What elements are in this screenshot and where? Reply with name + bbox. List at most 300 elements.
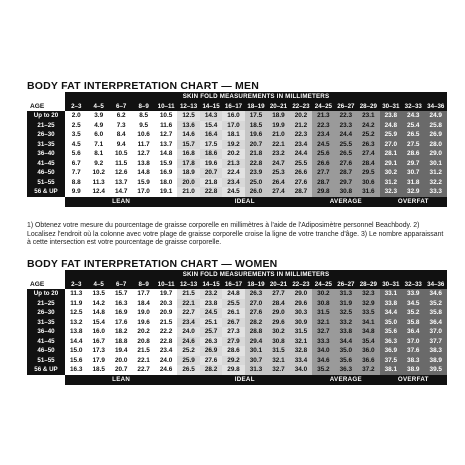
men-column-header: 20–21 — [267, 102, 289, 112]
men-value-cell: 6.7 — [65, 159, 87, 169]
men-value-cell: 19.2 — [222, 140, 244, 150]
women-value-cell: 20.3 — [155, 299, 177, 309]
women-column-header: 32–33 — [402, 280, 424, 290]
women-value-cell: 36.3 — [335, 365, 357, 375]
women-column-header: 22–23 — [290, 280, 312, 290]
women-zone-average: AVERAGE — [312, 375, 379, 385]
men-value-cell: 13.6 — [177, 121, 199, 131]
women-value-cell: 26.7 — [222, 318, 244, 328]
women-value-cell: 22.8 — [155, 337, 177, 347]
women-value-cell: 36.3 — [380, 337, 402, 347]
men-age-label: 26–30 — [27, 130, 65, 140]
women-value-cell: 31.5 — [312, 308, 334, 318]
women-value-cell: 19.0 — [132, 308, 154, 318]
men-value-cell: 22.8 — [200, 187, 222, 197]
women-column-header: 18–19 — [245, 280, 267, 290]
women-value-cell: 24.8 — [222, 289, 244, 299]
table-row — [27, 308, 447, 318]
men-value-cell: 5.6 — [65, 149, 87, 159]
women-value-cell: 18.4 — [132, 299, 154, 309]
men-value-cell: 24.2 — [357, 121, 379, 131]
men-value-cell: 14.6 — [177, 130, 199, 140]
men-value-cell: 9.5 — [132, 121, 154, 131]
men-value-cell: 25.3 — [267, 168, 289, 178]
women-value-cell: 32.9 — [357, 299, 379, 309]
women-value-cell: 31.9 — [335, 299, 357, 309]
instructions-note: 1) Obtenez votre mesure du pourcentage de graisse corporelle en millimètres à l'aide de l'Adiposimètre personnel Beachbody. 2) Localisez l'endroit où la colonne avec votre plage de graisse corporelle croise la ligne de votre tranche d'âge. 3) Le nombre apparaissant à cette intersection est votre pourcentage de graisse corporelle. — [27, 222, 444, 247]
men-value-cell: 16.0 — [222, 111, 244, 121]
men-value-cell: 26.3 — [357, 140, 379, 150]
men-value-cell: 18.9 — [177, 168, 199, 178]
women-value-cell: 37.0 — [402, 337, 424, 347]
men-value-cell: 23.8 — [380, 111, 402, 121]
women-value-cell: 17.9 — [87, 356, 109, 366]
women-value-cell: 23.4 — [177, 318, 199, 328]
men-value-cell: 12.4 — [87, 187, 109, 197]
table-row — [27, 356, 447, 366]
men-zone-average: AVERAGE — [312, 197, 379, 207]
women-value-cell: 17.3 — [87, 346, 109, 356]
women-value-cell: 15.0 — [65, 346, 87, 356]
women-value-cell: 11.3 — [65, 289, 87, 299]
men-age-label: 51–55 — [27, 178, 65, 188]
women-value-cell: 26.3 — [200, 337, 222, 347]
women-zone-row — [27, 375, 447, 385]
men-value-cell: 14.7 — [110, 187, 132, 197]
women-value-cell: 17.6 — [110, 318, 132, 328]
women-value-cell: 35.8 — [425, 308, 448, 318]
women-chart — [27, 258, 447, 385]
men-value-cell: 25.5 — [335, 140, 357, 150]
men-value-cell: 30.2 — [380, 168, 402, 178]
women-value-cell: 26.5 — [177, 365, 199, 375]
women-value-cell: 34.4 — [380, 308, 402, 318]
women-value-cell: 16.0 — [87, 327, 109, 337]
women-value-cell: 35.6 — [335, 356, 357, 366]
women-column-header: 26–27 — [335, 280, 357, 290]
men-value-cell: 29.0 — [425, 149, 448, 159]
men-value-cell: 31.2 — [425, 168, 448, 178]
men-value-cell: 8.4 — [110, 130, 132, 140]
men-value-cell: 23.3 — [335, 121, 357, 131]
men-value-cell: 11.5 — [110, 159, 132, 169]
women-value-cell: 16.3 — [110, 299, 132, 309]
women-blank-corner — [27, 270, 65, 280]
women-value-cell: 16.9 — [110, 308, 132, 318]
women-value-cell: 34.5 — [402, 299, 424, 309]
men-value-cell: 26.9 — [425, 130, 448, 140]
women-value-cell: 29.6 — [290, 299, 312, 309]
women-age-label: 21–25 — [27, 299, 65, 309]
men-value-cell: 12.7 — [155, 130, 177, 140]
women-body — [27, 289, 447, 375]
men-chart — [27, 80, 447, 207]
table-row — [27, 121, 447, 131]
women-value-cell: 35.0 — [335, 346, 357, 356]
men-value-cell: 31.8 — [402, 178, 424, 188]
men-value-cell: 29.5 — [357, 168, 379, 178]
men-value-cell: 19.6 — [200, 159, 222, 169]
women-value-cell: 22.2 — [155, 327, 177, 337]
women-value-cell: 33.8 — [335, 327, 357, 337]
men-value-cell: 14.8 — [132, 168, 154, 178]
women-value-cell: 14.4 — [65, 337, 87, 347]
women-value-cell: 25.5 — [222, 299, 244, 309]
men-value-cell: 30.1 — [425, 159, 448, 169]
men-value-cell: 14.8 — [155, 149, 177, 159]
men-value-cell: 32.3 — [380, 187, 402, 197]
men-value-cell: 8.8 — [65, 178, 87, 188]
table-row — [27, 178, 447, 188]
women-value-cell: 30.3 — [290, 308, 312, 318]
men-value-cell: 27.5 — [402, 140, 424, 150]
men-value-cell: 24.7 — [267, 159, 289, 169]
men-value-cell: 11.7 — [132, 140, 154, 150]
women-value-cell: 29.8 — [222, 365, 244, 375]
men-chart-title: BODY FAT INTERPRETATION CHART — MEN — [27, 80, 259, 92]
table-row — [27, 149, 447, 159]
men-value-cell: 9.4 — [110, 140, 132, 150]
men-value-cell: 10.2 — [87, 168, 109, 178]
men-value-cell: 24.4 — [290, 149, 312, 159]
men-value-cell: 27.6 — [290, 178, 312, 188]
women-value-cell: 29.6 — [267, 318, 289, 328]
women-table — [27, 270, 447, 385]
women-column-header: 16–17 — [222, 280, 244, 290]
men-column-header: 8–9 — [132, 102, 154, 112]
women-value-cell: 21.5 — [177, 289, 199, 299]
women-value-cell: 33.2 — [335, 318, 357, 328]
men-age-label: 31–35 — [27, 140, 65, 150]
table-row — [27, 159, 447, 169]
men-value-cell: 3.5 — [65, 130, 87, 140]
women-zone-lean: LEAN — [65, 375, 177, 385]
women-value-cell: 33.9 — [402, 289, 424, 299]
women-value-cell: 21.5 — [155, 318, 177, 328]
men-column-header: 26–27 — [335, 102, 357, 112]
men-value-cell: 28.6 — [402, 149, 424, 159]
table-row — [27, 365, 447, 375]
women-column-header: 34–36 — [425, 280, 448, 290]
women-value-cell: 33.1 — [380, 289, 402, 299]
men-age-label: 36–40 — [27, 149, 65, 159]
women-value-cell: 33.4 — [290, 356, 312, 366]
men-value-cell: 31.6 — [357, 187, 379, 197]
men-value-cell: 30.6 — [357, 178, 379, 188]
women-value-cell: 24.0 — [177, 327, 199, 337]
women-value-cell: 29.0 — [267, 308, 289, 318]
men-value-cell: 19.1 — [155, 187, 177, 197]
women-value-cell: 32.5 — [335, 308, 357, 318]
men-value-cell: 23.1 — [357, 111, 379, 121]
men-value-cell: 16.8 — [177, 149, 199, 159]
men-column-header: 22–23 — [290, 102, 312, 112]
women-value-cell: 19.6 — [132, 318, 154, 328]
men-value-cell: 22.3 — [312, 121, 334, 131]
women-value-cell: 30.9 — [290, 318, 312, 328]
men-value-cell: 30.8 — [335, 187, 357, 197]
men-value-cell: 17.0 — [132, 187, 154, 197]
men-value-cell: 32.2 — [425, 178, 448, 188]
women-value-cell: 35.4 — [357, 337, 379, 347]
men-value-cell: 22.3 — [290, 130, 312, 140]
women-age-header: AGE — [27, 280, 65, 290]
women-value-cell: 36.9 — [380, 346, 402, 356]
women-value-cell: 30.8 — [312, 299, 334, 309]
men-value-cell: 16.9 — [155, 168, 177, 178]
men-value-cell: 29.7 — [335, 178, 357, 188]
men-value-cell: 27.4 — [357, 149, 379, 159]
men-age-label: 21–25 — [27, 121, 65, 131]
women-column-header: 2–3 — [65, 280, 87, 290]
women-value-cell: 11.9 — [65, 299, 87, 309]
men-value-cell: 17.5 — [245, 111, 267, 121]
women-value-cell: 38.9 — [425, 356, 448, 366]
women-value-cell: 34.1 — [357, 318, 379, 328]
table-row — [27, 327, 447, 337]
women-age-label: 46–50 — [27, 346, 65, 356]
women-value-cell: 34.0 — [290, 365, 312, 375]
women-value-cell: 36.4 — [402, 327, 424, 337]
women-value-cell: 38.1 — [380, 365, 402, 375]
women-value-cell: 25.9 — [177, 356, 199, 366]
women-value-cell: 37.2 — [357, 365, 379, 375]
men-value-cell: 19.6 — [245, 130, 267, 140]
men-value-cell: 24.3 — [402, 111, 424, 121]
men-zone-ideal: IDEAL — [177, 197, 312, 207]
men-value-cell: 21.0 — [267, 130, 289, 140]
men-value-cell: 23.4 — [290, 140, 312, 150]
men-column-header: 32–33 — [402, 102, 424, 112]
women-value-cell: 15.7 — [110, 289, 132, 299]
women-value-cell: 35.0 — [380, 318, 402, 328]
men-value-cell: 18.0 — [155, 178, 177, 188]
men-column-header: 34–36 — [425, 102, 448, 112]
table-row — [27, 168, 447, 178]
men-value-cell: 24.8 — [380, 121, 402, 131]
women-value-cell: 13.5 — [87, 289, 109, 299]
women-value-cell: 30.7 — [245, 356, 267, 366]
women-value-cell: 32.7 — [312, 327, 334, 337]
table-row — [27, 140, 447, 150]
women-value-cell: 24.5 — [200, 308, 222, 318]
men-value-cell: 27.4 — [267, 187, 289, 197]
men-value-cell: 6.0 — [87, 130, 109, 140]
women-value-cell: 34.0 — [312, 346, 334, 356]
women-value-cell: 15.4 — [87, 318, 109, 328]
men-value-cell: 28.7 — [312, 178, 334, 188]
men-value-cell: 26.5 — [335, 149, 357, 159]
men-value-cell: 23.2 — [267, 149, 289, 159]
women-value-cell: 25.7 — [200, 327, 222, 337]
men-value-cell: 13.7 — [155, 140, 177, 150]
men-age-label: 46–50 — [27, 168, 65, 178]
men-value-cell: 18.6 — [200, 149, 222, 159]
men-zone-blank — [27, 197, 65, 207]
women-value-cell: 26.1 — [222, 308, 244, 318]
men-value-cell: 25.2 — [357, 130, 379, 140]
men-value-cell: 20.2 — [290, 111, 312, 121]
men-table — [27, 92, 447, 207]
men-value-cell: 26.5 — [402, 130, 424, 140]
women-column-header: 6–7 — [110, 280, 132, 290]
men-age-label: Up to 20 — [27, 111, 65, 121]
men-value-cell: 24.4 — [335, 130, 357, 140]
women-column-header: 24–25 — [312, 280, 334, 290]
women-value-cell: 34.8 — [357, 327, 379, 337]
women-value-cell: 24.0 — [155, 356, 177, 366]
men-value-cell: 28.7 — [290, 187, 312, 197]
men-value-cell: 18.9 — [267, 111, 289, 121]
women-column-header: 28–29 — [357, 280, 379, 290]
men-value-cell: 14.3 — [200, 111, 222, 121]
men-value-cell: 24.9 — [425, 111, 448, 121]
women-value-cell: 35.2 — [402, 308, 424, 318]
women-value-cell: 25.1 — [200, 318, 222, 328]
women-value-cell: 22.7 — [177, 308, 199, 318]
men-value-cell: 28.0 — [425, 140, 448, 150]
men-value-cell: 27.6 — [335, 159, 357, 169]
men-value-cell: 22.8 — [245, 159, 267, 169]
men-value-cell: 27.7 — [312, 168, 334, 178]
women-value-cell: 35.2 — [425, 299, 448, 309]
men-value-cell: 17.5 — [200, 140, 222, 150]
women-zone-blank — [27, 375, 65, 385]
women-skinfold-header: SKIN FOLD MEASUREMENTS IN MILLIMETERS — [65, 270, 447, 280]
men-age-label: 56 & UP — [27, 187, 65, 197]
men-value-cell: 15.4 — [200, 121, 222, 131]
women-column-header: 14–15 — [200, 280, 222, 290]
women-skinfold-header-row — [27, 270, 447, 280]
women-column-header: 30–31 — [380, 280, 402, 290]
men-column-header: 14–15 — [200, 102, 222, 112]
men-value-cell: 12.5 — [177, 111, 199, 121]
women-age-label: 36–40 — [27, 327, 65, 337]
men-value-cell: 12.7 — [132, 149, 154, 159]
men-value-cell: 29.7 — [402, 159, 424, 169]
men-value-cell: 7.3 — [110, 121, 132, 131]
men-value-cell: 28.4 — [357, 159, 379, 169]
men-value-cell: 7.7 — [65, 168, 87, 178]
men-value-cell: 26.4 — [267, 178, 289, 188]
women-value-cell: 18.8 — [110, 337, 132, 347]
men-value-cell: 23.4 — [222, 178, 244, 188]
men-zone-row — [27, 197, 447, 207]
men-value-cell: 8.1 — [87, 149, 109, 159]
women-value-cell: 32.1 — [267, 356, 289, 366]
women-value-cell: 31.5 — [267, 346, 289, 356]
men-value-cell: 11.6 — [155, 121, 177, 131]
men-value-cell: 20.7 — [200, 168, 222, 178]
men-value-cell: 21.0 — [177, 187, 199, 197]
men-value-cell: 28.7 — [335, 168, 357, 178]
women-value-cell: 21.5 — [132, 346, 154, 356]
women-value-cell: 35.2 — [312, 365, 334, 375]
women-value-cell: 26.9 — [200, 346, 222, 356]
women-value-cell: 38.9 — [402, 365, 424, 375]
men-value-cell: 18.5 — [245, 121, 267, 131]
women-value-cell: 14.8 — [87, 308, 109, 318]
women-value-cell: 13.8 — [65, 327, 87, 337]
table-row — [27, 111, 447, 121]
men-value-cell: 32.9 — [402, 187, 424, 197]
women-zone-ideal: IDEAL — [177, 375, 312, 385]
men-value-cell: 10.5 — [155, 111, 177, 121]
women-value-cell: 22.1 — [132, 356, 154, 366]
men-value-cell: 20.7 — [245, 140, 267, 150]
women-value-cell: 20.2 — [132, 327, 154, 337]
men-value-cell: 26.0 — [245, 187, 267, 197]
men-value-cell: 16.4 — [200, 130, 222, 140]
men-value-cell: 26.6 — [290, 168, 312, 178]
women-value-cell: 24.6 — [155, 365, 177, 375]
women-value-cell: 19.4 — [110, 346, 132, 356]
men-column-header: 2–3 — [65, 102, 87, 112]
women-value-cell: 31.3 — [245, 365, 267, 375]
women-value-cell: 35.8 — [402, 318, 424, 328]
men-column-header: 10–11 — [155, 102, 177, 112]
women-value-cell: 24.6 — [177, 337, 199, 347]
men-value-cell: 20.2 — [222, 149, 244, 159]
men-value-cell: 2.0 — [65, 111, 87, 121]
women-value-cell: 25.2 — [177, 346, 199, 356]
women-value-cell: 18.5 — [87, 365, 109, 375]
men-value-cell: 7.1 — [87, 140, 109, 150]
men-column-header: 18–19 — [245, 102, 267, 112]
women-value-cell: 32.1 — [312, 318, 334, 328]
women-age-label: 31–35 — [27, 318, 65, 328]
men-value-cell: 11.3 — [87, 178, 109, 188]
women-value-cell: 28.6 — [222, 346, 244, 356]
men-value-cell: 13.8 — [132, 159, 154, 169]
table-row — [27, 187, 447, 197]
women-value-cell: 39.5 — [425, 365, 448, 375]
men-skinfold-header: SKIN FOLD MEASUREMENTS IN MILLIMETERS — [65, 92, 447, 102]
women-value-cell: 36.6 — [357, 356, 379, 366]
men-value-cell: 25.6 — [312, 149, 334, 159]
table-row — [27, 299, 447, 309]
women-value-cell: 27.7 — [267, 289, 289, 299]
men-value-cell: 12.6 — [110, 168, 132, 178]
men-value-cell: 21.3 — [222, 159, 244, 169]
women-value-cell: 34.6 — [425, 289, 448, 299]
women-value-cell: 16.3 — [65, 365, 87, 375]
women-value-cell: 30.2 — [267, 327, 289, 337]
men-value-cell: 25.8 — [425, 121, 448, 131]
women-value-cell: 20.0 — [110, 356, 132, 366]
men-value-cell: 25.9 — [380, 130, 402, 140]
women-value-cell: 32.8 — [290, 346, 312, 356]
women-value-cell: 23.4 — [155, 346, 177, 356]
women-value-cell: 20.7 — [110, 365, 132, 375]
women-value-cell: 13.2 — [65, 318, 87, 328]
men-column-header: 30–31 — [380, 102, 402, 112]
women-value-cell: 27.3 — [222, 327, 244, 337]
women-age-label: 41–45 — [27, 337, 65, 347]
women-value-cell: 32.7 — [267, 365, 289, 375]
women-value-cell: 33.8 — [380, 299, 402, 309]
men-value-cell: 20.0 — [177, 178, 199, 188]
men-value-cell: 17.0 — [222, 121, 244, 131]
men-value-cell: 17.8 — [177, 159, 199, 169]
men-zone-overfat: OVERFAT — [380, 197, 447, 207]
men-value-cell: 25.0 — [245, 178, 267, 188]
men-column-header: 16–17 — [222, 102, 244, 112]
women-value-cell: 38.3 — [425, 346, 448, 356]
women-value-cell: 29.2 — [222, 356, 244, 366]
women-value-cell: 33.5 — [357, 308, 379, 318]
men-value-cell: 25.4 — [402, 121, 424, 131]
